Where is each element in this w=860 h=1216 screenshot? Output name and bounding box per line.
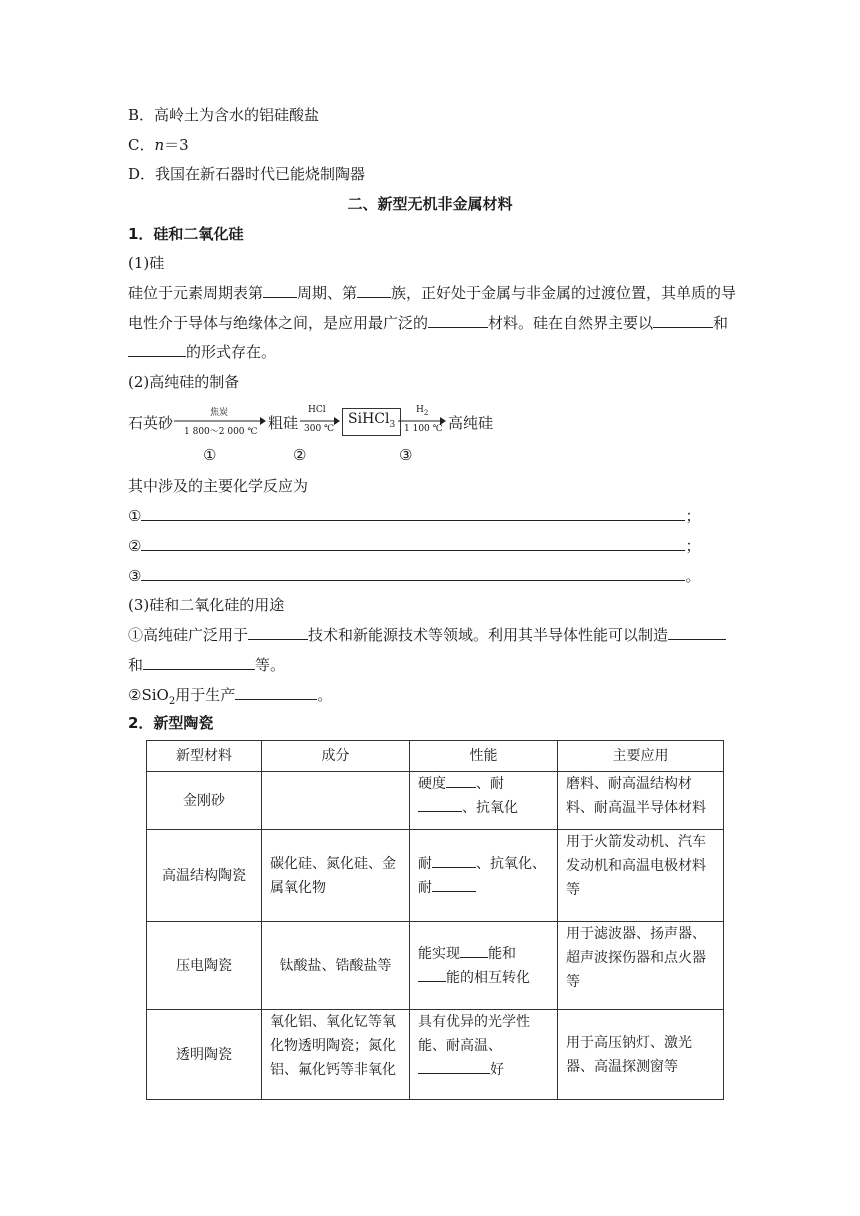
step-number-1: ① xyxy=(203,446,217,464)
material-name: 高温结构陶瓷 xyxy=(147,830,262,922)
table-header: 主要应用 xyxy=(558,741,724,772)
blank-period[interactable] xyxy=(263,283,297,298)
heading-ceramics: 2．新型陶瓷 xyxy=(128,714,214,732)
uses-line-1 xyxy=(128,625,726,645)
text: ①高纯硅广泛用于 xyxy=(128,626,249,644)
box-formula-subscript: 3 xyxy=(389,419,396,430)
sub-heading-uses: (3)硅和二氧化硅的用途 xyxy=(128,596,285,614)
application: 用于滤波器、扬声器、超声波探伤器和点火器等 xyxy=(558,922,724,1010)
reaction-number: ① xyxy=(128,507,142,525)
uses-line-3 xyxy=(128,685,332,712)
blank[interactable] xyxy=(432,877,476,892)
arrow-1-bottom-label: 1 800～2 000 ℃ xyxy=(184,427,258,437)
text: ②SiO xyxy=(128,686,169,704)
blank-form-2[interactable] xyxy=(128,342,186,357)
table-row xyxy=(147,830,724,922)
application: 用于火箭发动机、汽车发动机和高温电极材料等 xyxy=(558,830,724,922)
blank[interactable] xyxy=(432,853,476,868)
reaction-number: ② xyxy=(128,537,142,555)
arrow-3-top-label xyxy=(416,405,428,417)
material-name: 金刚砂 xyxy=(147,772,262,830)
table-row xyxy=(147,772,724,830)
text: 硅位于元素周期表第 xyxy=(128,284,264,302)
option-d: D．我国在新石器时代已能烧制陶器 xyxy=(128,165,366,183)
heading-silicon: 1．硅和二氧化硅 xyxy=(128,225,244,243)
text: 材料。硅在自然界主要以 xyxy=(488,314,654,332)
text: 、抗氧化、耐 xyxy=(418,855,546,896)
flow-end: 高纯硅 xyxy=(448,414,494,432)
composition xyxy=(262,772,410,830)
box-formula: SiHCl xyxy=(348,411,390,427)
arrow-2-top-label: HCl xyxy=(308,405,326,415)
arrow-3-bottom-label: 1 100 ℃ xyxy=(404,424,443,434)
text: 用于生产 xyxy=(175,686,236,704)
arrow-1-top-label: 焦炭 xyxy=(210,408,229,418)
blank[interactable] xyxy=(418,1059,490,1074)
flow-start: 石英砂 xyxy=(128,414,174,432)
performance xyxy=(410,772,558,830)
blank-sio2-use[interactable] xyxy=(235,685,317,700)
reaction-line-2 xyxy=(128,536,700,556)
reaction-blank-3[interactable] xyxy=(141,566,685,581)
material-name: 压电陶瓷 xyxy=(147,922,262,1010)
paragraph-line-3 xyxy=(128,342,276,362)
text: 和 xyxy=(128,656,144,674)
option-b: B．高岭土为含水的铝硅酸盐 xyxy=(128,106,320,124)
blank-device-2[interactable] xyxy=(143,655,255,670)
text: 能实现 xyxy=(418,945,460,962)
blank[interactable] xyxy=(418,797,462,812)
arrow-3-top-sub: 2 xyxy=(423,408,429,417)
composition: 碳化硅、氮化硅、金属氧化物 xyxy=(262,830,410,922)
application: 用于高压钠灯、激光器、高温探测窗等 xyxy=(558,1010,724,1100)
uses-line-2 xyxy=(128,655,285,675)
text: 能的相互转化 xyxy=(446,969,530,986)
table-row xyxy=(147,1010,724,1100)
blank-technology[interactable] xyxy=(248,625,308,640)
text: 电性介于导体与绝缘体之间，是应用最广泛的 xyxy=(128,314,429,332)
performance xyxy=(410,922,558,1010)
reaction-line-3 xyxy=(128,566,700,586)
text: 耐 xyxy=(418,855,432,872)
option-c-value: ＝3 xyxy=(164,136,189,154)
option-c-prefix: C． xyxy=(128,136,155,154)
paragraph-line-2 xyxy=(128,313,728,333)
blank-group[interactable] xyxy=(357,283,391,298)
blank[interactable] xyxy=(446,773,476,788)
composition: 钛酸盐、锆酸盐等 xyxy=(262,922,410,1010)
blank[interactable] xyxy=(460,943,488,958)
table-header-row xyxy=(147,741,724,772)
blank[interactable] xyxy=(418,967,446,982)
step-number-3: ③ xyxy=(399,446,413,464)
reaction-blank-2[interactable] xyxy=(141,536,685,551)
punctuation: ； xyxy=(685,507,701,525)
reaction-blank-1[interactable] xyxy=(141,506,685,521)
table-header: 新型材料 xyxy=(147,741,262,772)
subscript: 2 xyxy=(168,696,176,707)
text: 硬度 xyxy=(418,776,446,792)
text: 的形式存在。 xyxy=(186,343,277,361)
performance xyxy=(410,1010,558,1100)
material-name: 透明陶瓷 xyxy=(147,1010,262,1100)
blank-form-1[interactable] xyxy=(653,313,713,328)
text: 、抗氧化 xyxy=(462,800,518,816)
text: 技术和新能源技术等领域。利用其半导体性能可以制造 xyxy=(308,626,669,644)
application: 磨料、耐高温结构材料、耐高温半导体材料 xyxy=(558,772,724,830)
arrow-2-bottom-label: 300 ℃ xyxy=(304,424,335,434)
performance xyxy=(410,830,558,922)
option-c-variable: n xyxy=(154,136,165,154)
text: 好 xyxy=(490,1062,504,1078)
table-row xyxy=(147,922,724,1010)
sihcl3-box xyxy=(342,408,401,436)
preparation-flow-diagram xyxy=(128,400,728,470)
flow-crude-silicon: 粗硅 xyxy=(268,414,299,432)
text: 等。 xyxy=(255,656,286,674)
reactions-intro: 其中涉及的主要化学反应为 xyxy=(128,477,309,495)
punctuation: 。 xyxy=(685,567,701,585)
reaction-line-1 xyxy=(128,506,700,526)
option-c xyxy=(128,135,189,155)
text: 、耐 xyxy=(476,776,504,792)
text: 。 xyxy=(317,686,333,704)
punctuation: ； xyxy=(685,537,701,555)
paragraph-line-1 xyxy=(128,283,736,303)
ceramics-table xyxy=(146,740,724,1100)
text: 族，正好处于金属与非金属的过渡位置，其单质的导 xyxy=(391,284,737,302)
table-header: 成分 xyxy=(262,741,410,772)
section-title: 二、新型无机非金属材料 xyxy=(347,195,513,213)
text: 周期、第 xyxy=(297,284,358,302)
reaction-number: ③ xyxy=(128,567,142,585)
blank-device-1[interactable] xyxy=(668,625,726,640)
arrow-3-top-main: H xyxy=(416,405,424,415)
text: 和 xyxy=(713,314,729,332)
composition: 氧化铝、氧化钇等氧化物透明陶瓷；氮化铝、氟化钙等非氧化 xyxy=(262,1010,410,1100)
sub-heading-preparation: (2)高纯硅的制备 xyxy=(128,373,240,391)
table-header: 性能 xyxy=(410,741,558,772)
step-number-2: ② xyxy=(293,446,307,464)
sub-heading-silicon: (1)硅 xyxy=(128,254,165,272)
text: 能和 xyxy=(488,945,516,962)
blank-material[interactable] xyxy=(428,313,488,328)
text: 具有优异的光学性能、耐高温、 xyxy=(418,1014,530,1054)
